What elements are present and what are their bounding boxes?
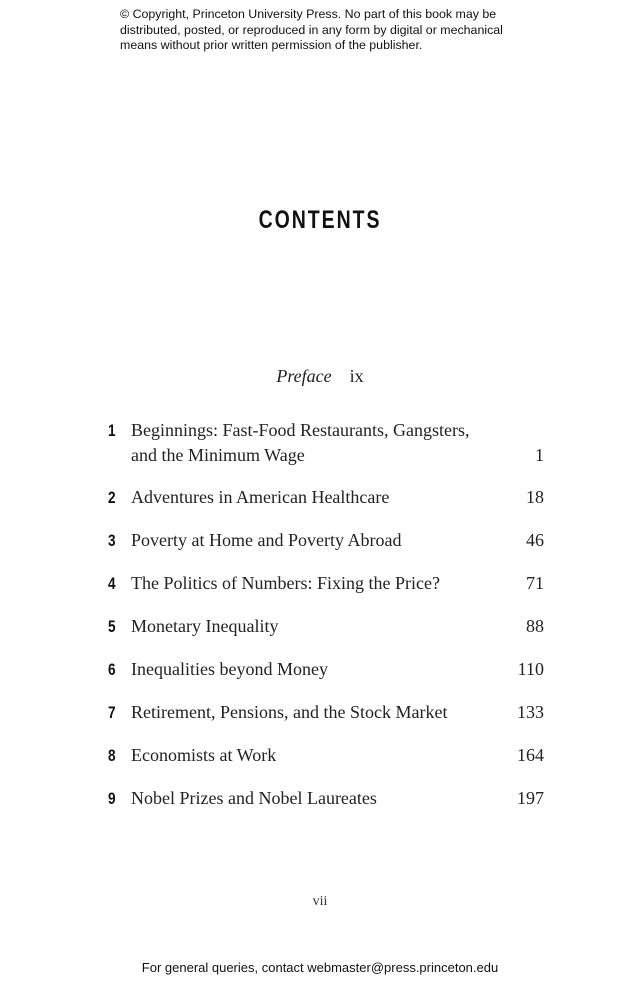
chapter-title bbox=[131, 700, 484, 725]
chapter-title bbox=[131, 485, 484, 510]
page-title: CONTENTS bbox=[258, 206, 382, 234]
copyright-notice bbox=[120, 7, 540, 54]
chapter-title-line: Nobel Prizes and Nobel Laureates bbox=[131, 788, 377, 808]
chapter-title-line: Poverty at Home and Poverty Abroad bbox=[131, 530, 402, 550]
page-folio: vii bbox=[312, 894, 328, 909]
copyright-line: means without prior written permission of the publisher. bbox=[120, 38, 423, 52]
preface-label: Preface bbox=[276, 366, 332, 386]
chapter-number: 5 bbox=[108, 617, 116, 636]
chapter-title bbox=[131, 528, 484, 553]
toc-entry-2[interactable] bbox=[108, 485, 544, 510]
chapter-number: 4 bbox=[108, 574, 116, 593]
chapter-page: 110 bbox=[517, 659, 544, 679]
chapter-title bbox=[131, 786, 484, 811]
chapter-title-line: and the Minimum Wage bbox=[131, 445, 305, 465]
chapter-number: 9 bbox=[108, 789, 116, 808]
chapter-number: 1 bbox=[108, 421, 116, 440]
chapter-number: 8 bbox=[108, 746, 116, 765]
chapter-page: 1 bbox=[535, 445, 544, 465]
table-of-contents bbox=[108, 418, 544, 811]
chapter-number: 3 bbox=[108, 531, 116, 550]
chapter-page: 46 bbox=[526, 530, 544, 550]
toc-entry-6[interactable] bbox=[108, 657, 544, 682]
toc-entry-9[interactable] bbox=[108, 786, 544, 811]
chapter-title-line: Beginnings: Fast-Food Restaurants, Gangsters, bbox=[131, 420, 470, 440]
chapter-title bbox=[131, 743, 484, 768]
chapter-title bbox=[131, 418, 484, 468]
toc-entry-4[interactable] bbox=[108, 571, 544, 596]
copyright-line: distributed, posted, or reproduced in any form by digital or mechanical bbox=[120, 22, 503, 37]
chapter-title-line: Monetary Inequality bbox=[131, 616, 279, 636]
chapter-page: 71 bbox=[526, 573, 544, 593]
preface-page: ix bbox=[349, 366, 364, 386]
chapter-title-line: Economists at Work bbox=[131, 745, 277, 765]
chapter-page: 133 bbox=[517, 702, 544, 722]
chapter-number: 2 bbox=[108, 488, 116, 507]
footer-contact: For general queries, contact webmaster@press.princeton.edu bbox=[141, 960, 499, 975]
toc-entry-8[interactable] bbox=[108, 743, 544, 768]
chapter-title-line: Retirement, Pensions, and the Stock Market bbox=[131, 702, 448, 722]
copyright-line: © Copyright, Princeton University Press. No part of this book may be bbox=[120, 7, 497, 21]
chapter-title bbox=[131, 614, 484, 639]
toc-entry-5[interactable] bbox=[108, 614, 544, 639]
chapter-title bbox=[131, 571, 484, 596]
chapter-page: 88 bbox=[526, 616, 544, 636]
toc-entry-7[interactable] bbox=[108, 700, 544, 725]
toc-entry-1[interactable] bbox=[108, 418, 544, 468]
chapter-number: 7 bbox=[108, 703, 116, 722]
chapter-page: 164 bbox=[517, 745, 544, 765]
chapter-page: 18 bbox=[526, 487, 544, 507]
chapter-title-line: Inequalities beyond Money bbox=[131, 659, 328, 679]
chapter-title-line: The Politics of Numbers: Fixing the Price? bbox=[131, 573, 440, 593]
toc-entry-3[interactable] bbox=[108, 528, 544, 553]
toc-preface[interactable] bbox=[0, 366, 640, 387]
chapter-title-line: Adventures in American Healthcare bbox=[131, 487, 390, 507]
chapter-number: 6 bbox=[108, 660, 116, 679]
chapter-title bbox=[131, 657, 484, 682]
chapter-page: 197 bbox=[517, 788, 544, 808]
